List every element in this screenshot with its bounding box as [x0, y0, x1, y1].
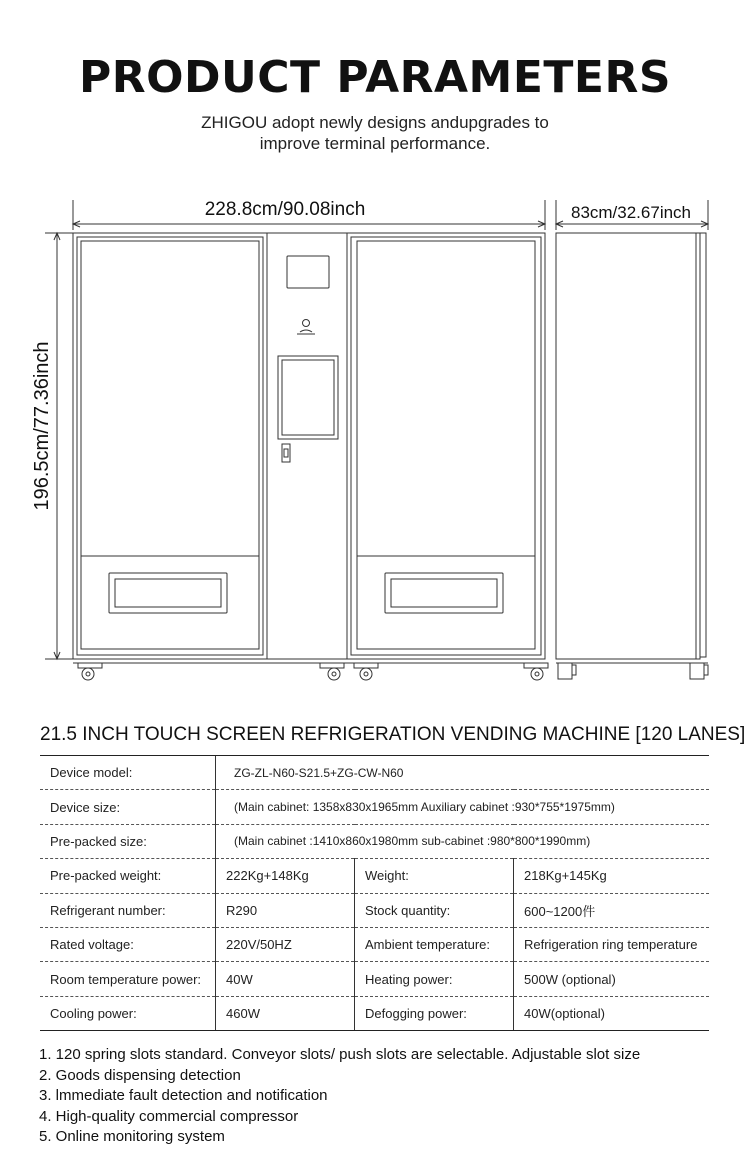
spec-label: Rated voltage:	[40, 927, 216, 961]
section-title: 21.5 INCH TOUCH SCREEN REFRIGERATION VENDING MACHINE [120 LANES]	[40, 724, 746, 745]
spec-label: Cooling power:	[40, 996, 216, 1030]
spec-table	[40, 755, 709, 1031]
list-item: 2. Goods dispensing detection	[39, 1066, 241, 1084]
spec-label: Pre-packed weight:	[40, 859, 216, 893]
caster-wheels	[78, 663, 548, 680]
spec-label: Room temperature power:	[40, 962, 216, 996]
spec-value: (Main cabinet :1410x860x1980mm sub-cabinet :980*800*1990mm)	[216, 824, 710, 858]
spec-value: (Main cabinet: 1358x830x1965mm Auxiliary cabinet :930*755*1975mm)	[216, 790, 710, 824]
table-row	[40, 859, 709, 893]
table-row	[40, 790, 709, 824]
spec-value: 460W	[216, 996, 355, 1030]
spec-label: Refrigerant number:	[40, 893, 216, 927]
spec-value: 222Kg+148Kg	[216, 859, 355, 893]
spec-label: Pre-packed size:	[40, 824, 216, 858]
table-row	[40, 824, 709, 858]
spec-value: ZG-ZL-N60-S21.5+ZG-CW-N60	[216, 756, 710, 790]
spec-label: Stock quantity:	[355, 893, 514, 927]
page-title: PRODUCT PARAMETERS	[78, 52, 672, 103]
spec-label: Ambient temperature:	[355, 927, 514, 961]
depth-dimension-label: 83cm/32.67inch	[570, 203, 692, 222]
spec-label: Weight:	[355, 859, 514, 893]
spec-value: 220V/50HZ	[216, 927, 355, 961]
spec-label: Device model:	[40, 756, 216, 790]
spec-value: 40W	[216, 962, 355, 996]
spec-value: Refrigeration ring temperature	[514, 927, 710, 961]
table-row	[40, 927, 709, 961]
vending-machine-drawing	[0, 190, 750, 690]
spec-label: Device size:	[40, 790, 216, 824]
feature-list	[39, 1045, 729, 1148]
list-item: 5. Online monitoring system	[39, 1128, 225, 1145]
table-row	[40, 962, 709, 996]
spec-label: Defogging power:	[355, 996, 514, 1030]
main-cabinet-left-door	[73, 233, 267, 659]
auxiliary-cabinet-door	[347, 233, 545, 659]
spec-value: 218Kg+145Kg	[514, 859, 710, 893]
spec-value: R290	[216, 893, 355, 927]
spec-value: 500W (optional)	[514, 962, 710, 996]
page-subtitle	[0, 112, 750, 154]
spec-value: 600~1200件	[514, 893, 710, 927]
subtitle-line-2: improve terminal performance.	[259, 134, 491, 153]
subtitle-line-1: ZHIGOU adopt newly designs andupgrades to	[201, 113, 549, 132]
table-row	[40, 893, 709, 927]
side-view-cabinet	[556, 233, 708, 679]
table-row	[40, 996, 709, 1030]
list-item: 3. lmmediate fault detection and notification	[39, 1087, 328, 1104]
spec-value: 40W(optional)	[514, 996, 710, 1030]
table-row	[40, 756, 709, 790]
list-item: 4. High-quality commercial compressor	[39, 1107, 299, 1125]
width-dimension-label: 228.8cm/90.08inch	[204, 199, 366, 220]
spec-label: Heating power:	[355, 962, 514, 996]
list-item: 1. 120 spring slots standard. Conveyor slots/ push slots are selectable. Adjustable slot size	[39, 1046, 641, 1063]
height-dimension-label: 196.5cm/77.36inch	[31, 341, 53, 511]
control-panel	[267, 233, 347, 659]
